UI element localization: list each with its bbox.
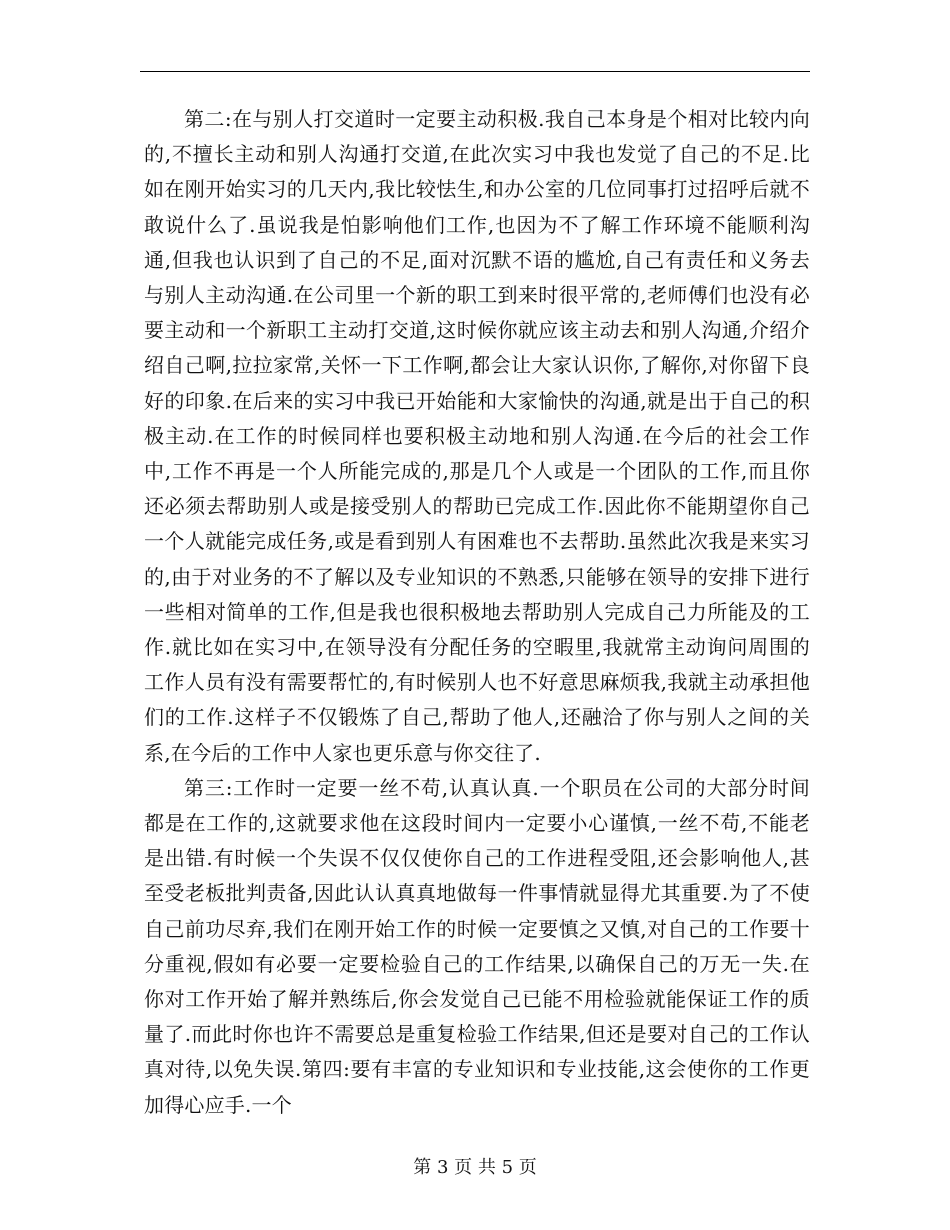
paragraph-second-point: 第二:在与别人打交道时一定要主动积极.我自己本身是个相对比较内向的,不擅长主动和别人沟通打交道,在此次实习中我也发觉了自己的不足.比如在刚开始实习的几天内,我比较怯生,和办公室的几位同事打过招呼后就不敢说什么了.虽说我是怕影响他们工作,也因为不了解工作环境不能顺利沟通,但我也认识到了自己的不足,面对沉默不语的尴尬,自己有责任和义务去与别人主动沟通.在公司里一个新的职工到来时很平常的,老师傅们也没有必要主动和一个新职工主动打交道,这时候你就应该主动去和别人沟通,介绍介绍自己啊,拉拉家常,关怀一下工作啊,都会让大家认识你,了解你,对你留下良好的印象.在后来的实习中我已开始能和大家愉快的沟通,就是出于自己的积极主动.在工作的时候同样也要积极主动地和别人沟通.在今后的社会工作中,工作不再是一个人所能完成的,那是几个人或是一个团队的工作,而且你还必须去帮助别人或是接受别人的帮助已完成工作.因此你不能期望你自己一个人就能完成任务,或是看到别人有困难也不去帮助.虽然此次我是来实习的,由于对业务的不了解以及专业知识的不熟悉,只能够在领导的安排下进行一些相对简单的工作,但是我也很积极地去帮助别人完成自己力所能及的工作.就比如在实习中,在领导没有分配任务的空暇里,我就常主动询问周围的工作人员有没有需要帮忙的,有时候别人也不好意思麻烦我,我就主动承担他们的工作.这样子不仅锻炼了自己,帮助了他人,还融洽了你与别人之间的关系,在今后的工作中人家也更乐意与你交往了. <box>144 107 810 765</box>
header-rule <box>140 71 810 72</box>
page-number-label: 第 3 页 共 5 页 <box>413 1157 537 1178</box>
paragraph-third-point: 第三:工作时一定要一丝不苟,认真认真.一个职员在公司的大部分时间都是在工作的,这就要求他在这段时间内一定要小心谨慎,一丝不苟,不能老是出错.有时候一个失误不仅仅使你自己的工作进程受阻,还会影响他人,甚至受老板批判责备,因此认认真真地做每一件事情就显得尤其重要.为了不使自己前功尽弃,我们在刚开始工作的时候一定要慎之又慎,对自己的工作要十分重视,假如有必要一定要检验自己的工作结果,以确保自己的万无一失.在你对工作开始了解并熟练后,你会发觉自己已能不用检验就能保证工作的质量了.而此时你也许不需要总是重复检验工作结果,但还是要对自己的工作认真对待,以免失误.第四:要有丰富的专业知识和专业技能,这会使你的工作更加得心应手.一个 <box>144 775 810 1117</box>
document-body <box>144 102 810 1123</box>
page-footer <box>0 1153 950 1179</box>
